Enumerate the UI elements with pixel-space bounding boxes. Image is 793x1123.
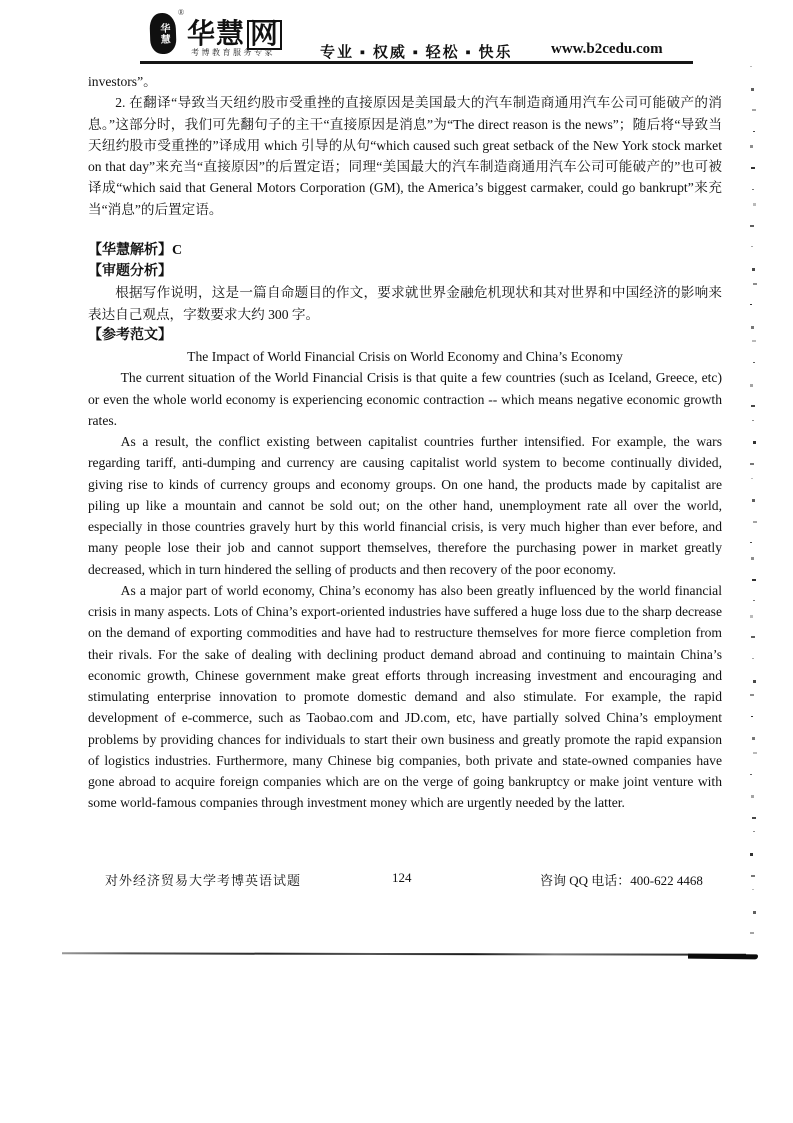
essay-paragraph-2: As a result, the conflict existing between capitalist countries further intensified. For example, the wars regarding tariff, anti-dumping and currency are causing capitalist world system to become continually divided, giving rise to kinds of currency groups and economy groups. On one hand, the products made by capitalist are piling up like a mountain and cannot be sold out; on the other hand, unemployment rate all over the world, especially in those countries gravely hurt by this world financial crisis, is very much higher than ever before, and many people lose their job and cannot support themselves, therefore the purchasing power in market greatly decreased, which in turn hindered the selling of products and then recovery of the poor economy. — [88, 434, 722, 577]
brand-tagline: 考博教育服务专家 — [191, 48, 275, 57]
scan-speck — [752, 817, 756, 819]
bottom-scan-line — [62, 952, 746, 955]
scan-speck — [751, 716, 753, 717]
scan-speck — [750, 145, 753, 148]
scan-speck — [753, 911, 756, 914]
scan-speck — [752, 420, 754, 421]
header-website-url: www.b2cedu.com — [551, 41, 663, 57]
translation-analysis-paragraph: 2. 在翻译“导致当天纽约股市受重挫的直接原因是美国最大的汽车制造商通用汽车公司可能破产的消息。”这部分时，我们可先翻句子的主干“直接原因是消息”为“The direct reason is the news”；随后将“导致当天纽约股市受重挫的”译成用 which 引导的从句“which caused such great setback of the New York stock market on that day”来充当“直接原因”的后置定语；同理“美国最大的汽车制造商通用汽车公司可能破产的”也可被译成“which said that General Motors Corporation (GM), the America’s biggest carmaker, could go bankrupt”来充当“消息”的后置定语。 — [88, 95, 722, 217]
scan-speck — [750, 304, 752, 305]
scan-speck — [753, 441, 756, 444]
scan-speck — [753, 600, 755, 601]
scan-speck — [752, 109, 756, 111]
scan-speck — [750, 542, 752, 543]
scan-speck — [752, 658, 754, 659]
scan-speck — [750, 384, 753, 387]
registered-trademark-icon: ® — [178, 8, 185, 17]
scan-speck — [752, 268, 755, 271]
essay-paragraph-1: The current situation of the World Financial Crisis is that quite a few countries (such as Iceland, Greece, etc) or even the whole world economy is experiencing economic contraction -- which means negative economic growth rates. — [88, 370, 722, 428]
scan-speck — [751, 167, 755, 169]
continuation-text: investors”。 — [88, 74, 157, 89]
scan-speck — [751, 795, 754, 798]
sample-essay-heading: 【参考范文】 — [88, 327, 172, 343]
scan-speck — [750, 225, 754, 227]
scan-speck — [752, 579, 756, 581]
scan-speck — [752, 340, 756, 342]
scan-speck — [751, 246, 753, 247]
footer-page-number: 124 — [392, 870, 412, 885]
brand-seal-logo — [149, 13, 176, 55]
seal-characters: 华慧 — [157, 22, 170, 45]
scan-speck — [751, 405, 755, 407]
document-body — [88, 71, 722, 814]
scan-speck — [753, 680, 756, 683]
scan-speck — [750, 615, 753, 618]
scan-speck — [752, 737, 755, 740]
scan-speck — [753, 283, 757, 285]
bottom-scan-line-end — [688, 954, 758, 960]
scan-speck — [753, 203, 756, 206]
scan-speck — [753, 131, 755, 132]
scan-speck — [750, 694, 754, 696]
essay-paragraph-3: As a major part of world economy, China’s economy has also been greatly influenced by the world financial crisis in many aspects. Lots of China’s export-oriented industries have suffered a huge loss due to the sharp decrease on the demand of exporting commodities and have had to restructure themselves for more fierce completion from their rivals. For the sake of dealing with declining product demand abroad and continuing to maintain China’s economic growth, Chinese government make great efforts through increasing investment and encouraging and stimulating enterprise innovation to promote domestic demand and also stimulate. For example, the rapid development of e-commerce, such as Taobao.com and JD.com, etc, have partially solved China’s employment problems by providing chances for individuals to start their own business and greatly promote the rapid expansion of logistics industries. Furthermore, many Chinese big companies, both private and state-owned companies have gone abroad to acquire foreign companies which are on the verge of going bankruptcy or make joint venture with some world-famous companies through investment money which are urgently needed by the latter. — [88, 582, 722, 811]
scan-speck — [750, 774, 752, 775]
brand-name-main: 华慧 — [187, 19, 246, 50]
scan-speck — [751, 326, 754, 329]
analysis-answer-heading: 【华慧解析】C — [88, 242, 183, 258]
header-slogan: 专业 ▪ 权威 ▪ 轻松 ▪ 快乐 — [320, 45, 513, 61]
scan-speck — [751, 557, 754, 560]
scan-speck — [750, 463, 754, 465]
scan-speck — [750, 66, 752, 67]
brand-name — [187, 12, 282, 52]
scan-speck — [752, 189, 754, 190]
scan-speck — [750, 932, 754, 934]
footer-exam-title: 对外经济贸易大学考博英语试题 — [105, 873, 302, 888]
scan-speck — [753, 752, 757, 754]
scan-speck — [751, 88, 754, 91]
scan-speck — [751, 478, 753, 479]
scan-speck — [753, 831, 755, 832]
essay-title: The Impact of World Financial Crisis on World Economy and China’s Economy — [187, 349, 623, 364]
scan-speck — [752, 499, 755, 502]
scan-speck — [751, 875, 755, 877]
scan-speck — [753, 521, 757, 523]
topic-analysis-heading: 【审题分析】 — [88, 264, 172, 279]
scan-speck — [750, 853, 753, 856]
scan-speck — [753, 362, 755, 363]
header-divider-rule — [140, 61, 693, 64]
brand-name-boxed: 网 — [247, 20, 282, 50]
scan-speck — [752, 889, 754, 890]
scan-speck — [751, 636, 755, 638]
topic-analysis-paragraph: 根据写作说明，这是一篇自命题目的作文，要求就世界金融危机现状和其对世界和中国经济的影响来表达自己观点，字数要求大约 300 字。 — [88, 285, 722, 322]
footer-contact-info: 咨询 QQ 电话：400-622 4468 — [540, 873, 703, 888]
